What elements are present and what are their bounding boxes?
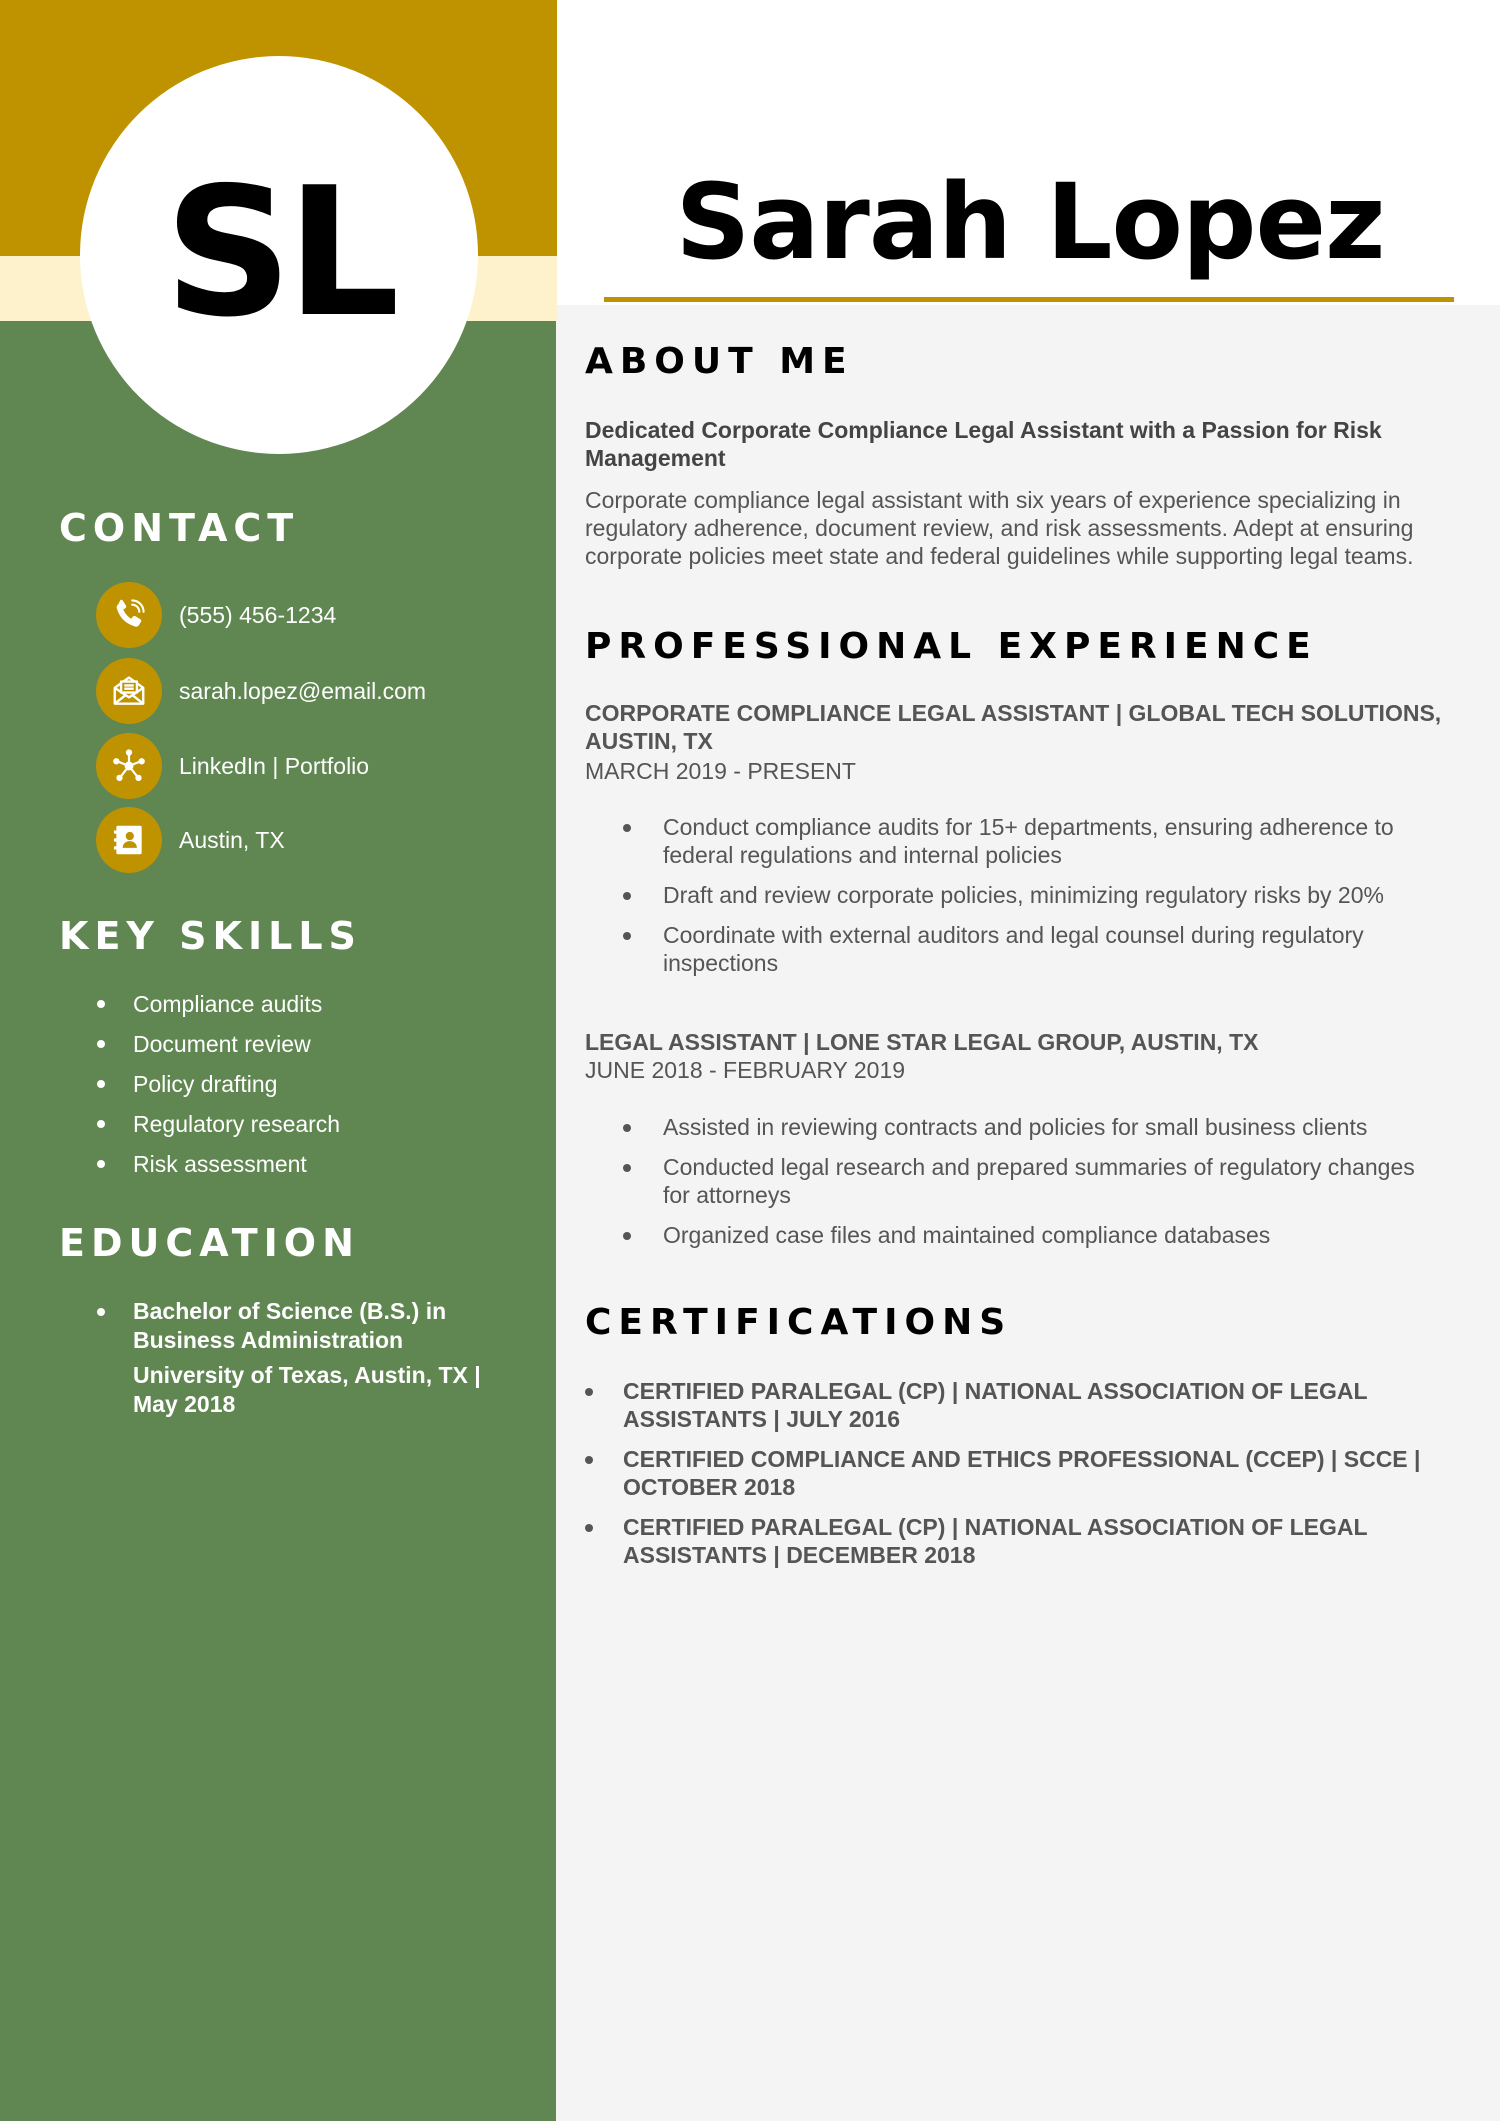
mail-icon bbox=[96, 658, 162, 724]
skills-list bbox=[95, 988, 515, 1188]
certifications-heading: CERTIFICATIONS bbox=[585, 1302, 1013, 1343]
contact-heading: CONTACT bbox=[59, 506, 300, 550]
list-item: Regulatory research bbox=[95, 1108, 515, 1148]
about-heading: ABOUT ME bbox=[585, 341, 854, 382]
experience-heading: PROFESSIONAL EXPERIENCE bbox=[585, 626, 1318, 667]
list-item: Risk assessment bbox=[95, 1148, 515, 1188]
job-title: CORPORATE COMPLIANCE LEGAL ASSISTANT | GLOBAL TECH SOLUTIONS, AUSTIN, TX bbox=[585, 700, 1442, 754]
list-item: CERTIFIED PARALEGAL (CP) | NATIONAL ASSOCIATION OF LEGAL ASSISTANTS | DECEMBER 2018 bbox=[584, 1513, 1444, 1569]
first-name: Sarah bbox=[675, 161, 1012, 283]
list-item: CERTIFIED COMPLIANCE AND ETHICS PROFESSIONAL (CCEP) | SCCE | OCTOBER 2018 bbox=[584, 1445, 1444, 1501]
list-item: Organized case files and maintained compliance databases bbox=[623, 1221, 1443, 1249]
last-name: Lopez bbox=[1046, 161, 1385, 283]
certifications-list bbox=[584, 1377, 1444, 1581]
list-item: Coordinate with external auditors and legal counsel during regulatory inspections bbox=[623, 921, 1443, 977]
job-bullets bbox=[623, 813, 1443, 989]
job-title: LEGAL ASSISTANT | LONE STAR LEGAL GROUP, AUSTIN, TX bbox=[585, 1029, 1259, 1055]
contact-links[interactable] bbox=[96, 733, 369, 799]
list-item: CERTIFIED PARALEGAL (CP) | NATIONAL ASSOCIATION OF LEGAL ASSISTANTS | JULY 2016 bbox=[584, 1377, 1444, 1433]
contact-location-text: Austin, TX bbox=[179, 826, 285, 853]
network-icon bbox=[96, 733, 162, 799]
name-underline bbox=[604, 297, 1454, 302]
contact-email-text[interactable]: sarah.lopez@email.com bbox=[179, 677, 427, 704]
education-school: University of Texas, Austin, TX | May 2018 bbox=[133, 1362, 481, 1417]
about-summary: Corporate compliance legal assistant with six years of experience specializing in regulatory adherence, document review, and risk assessments. Adept at ensuring corporate policies meet state and federal guidelines while supporting legal teams. bbox=[585, 487, 1414, 569]
contact-email[interactable] bbox=[96, 658, 426, 724]
candidate-name bbox=[600, 161, 1460, 283]
list-item: Draft and review corporate policies, minimizing regulatory risks by 20% bbox=[623, 881, 1443, 909]
job-dates: JUNE 2018 - FEBRUARY 2019 bbox=[585, 1057, 906, 1083]
contact-links-text[interactable]: LinkedIn | Portfolio bbox=[179, 752, 370, 779]
list-item: Assisted in reviewing contracts and policies for small business clients bbox=[623, 1113, 1443, 1141]
contact-phone bbox=[96, 582, 336, 648]
education-list bbox=[95, 1297, 505, 1419]
list-item: Compliance audits bbox=[95, 988, 515, 1028]
job-bullets bbox=[623, 1113, 1443, 1261]
list-item: Policy drafting bbox=[95, 1068, 515, 1108]
location-card-icon bbox=[96, 807, 162, 873]
list-item: Conduct compliance audits for 15+ departments, ensuring adherence to federal regulations and internal policies bbox=[623, 813, 1443, 869]
skills-heading: KEY SKILLS bbox=[59, 914, 362, 958]
education-heading: EDUCATION bbox=[59, 1221, 360, 1265]
monogram-badge bbox=[80, 56, 478, 454]
education-item bbox=[95, 1297, 505, 1419]
list-item: Conducted legal research and prepared summaries of regulatory changes for attorneys bbox=[623, 1153, 1443, 1209]
list-item: Document review bbox=[95, 1028, 515, 1068]
about-title: Dedicated Corporate Compliance Legal Assistant with a Passion for Risk Management bbox=[585, 417, 1382, 471]
phone-icon bbox=[96, 582, 162, 648]
contact-location bbox=[96, 807, 285, 873]
contact-phone-text: (555) 456-1234 bbox=[179, 601, 337, 628]
education-degree: Bachelor of Science (B.S.) in Business Administration bbox=[133, 1298, 447, 1353]
monogram-initials: SL bbox=[164, 148, 394, 356]
job-dates: MARCH 2019 - PRESENT bbox=[585, 758, 856, 784]
